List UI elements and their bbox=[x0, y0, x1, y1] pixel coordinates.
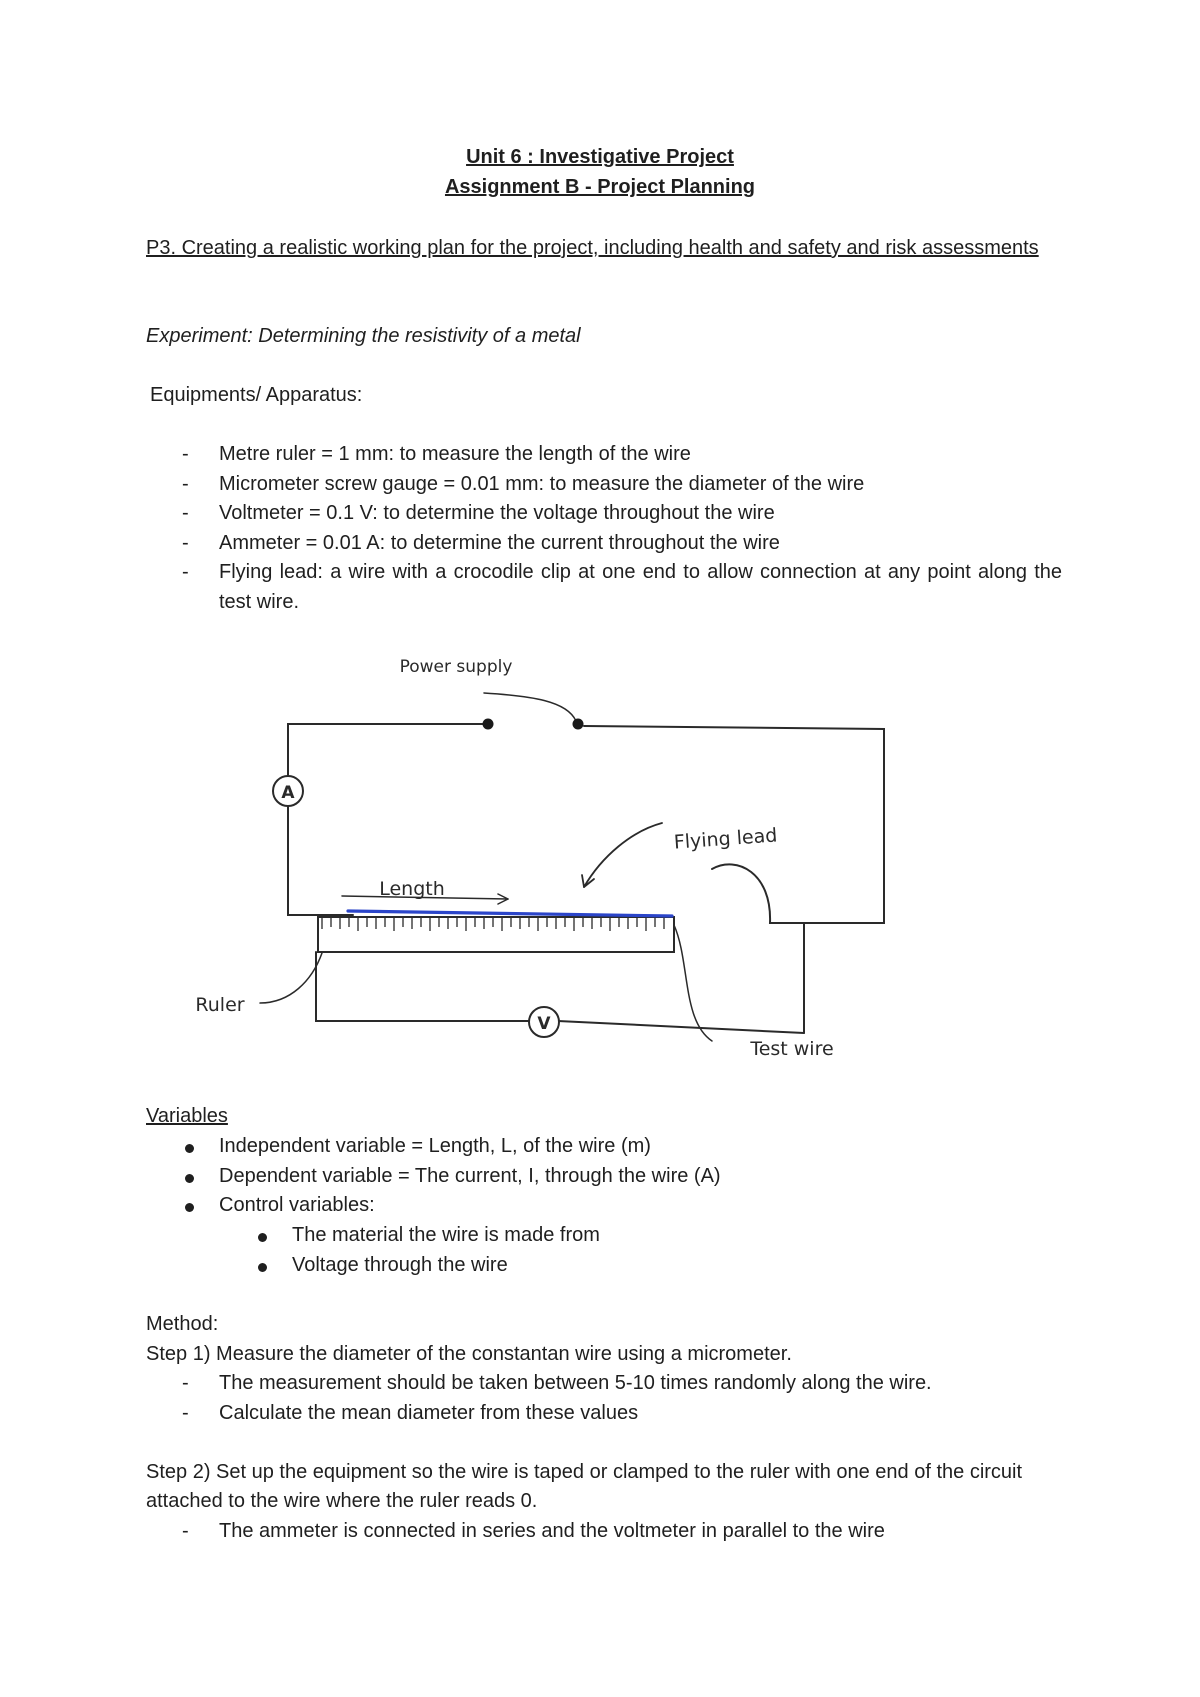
list-item: Control variables: bbox=[146, 1191, 1062, 1221]
ammeter-label: A bbox=[281, 783, 295, 803]
flying-lead-arrow bbox=[584, 823, 662, 887]
list-item: - The ammeter is connected in series and the voltmeter in parallel to the wire bbox=[146, 1517, 1062, 1547]
length-label: Length bbox=[379, 878, 445, 900]
ruler-label: Ruler bbox=[195, 994, 245, 1016]
test-wire bbox=[348, 911, 672, 916]
bullet-icon bbox=[185, 1203, 194, 1212]
bullet-icon bbox=[185, 1144, 194, 1153]
wire-bottom bbox=[316, 952, 530, 1021]
variables-list bbox=[146, 1132, 1062, 1221]
criterion-heading: P3. Creating a realistic working plan for the project, including health and safety and risk assessments bbox=[146, 237, 1039, 259]
list-item: Voltage through the wire bbox=[219, 1251, 1062, 1281]
power-supply-pointer bbox=[484, 693, 576, 721]
dash-marker: - bbox=[182, 472, 189, 495]
method-step-1: Step 1) Measure the diameter of the constantan wire using a micrometer. bbox=[146, 1343, 792, 1365]
list-item: - The measurement should be taken between 5-10 times randomly along the wire. bbox=[146, 1369, 1062, 1399]
dash-marker: - bbox=[182, 1401, 189, 1424]
circuit-diagram bbox=[172, 641, 958, 1081]
method-step-2: Step 2) Set up the equipment so the wire is taped or clamped to the ruler with one end of the circuit attached to the wire where the ruler reads 0. bbox=[146, 1461, 1023, 1512]
ruler-pointer bbox=[260, 953, 322, 1003]
dash-marker: - bbox=[182, 502, 189, 524]
bullet-icon bbox=[258, 1233, 267, 1242]
ruler-ticks bbox=[322, 918, 664, 931]
flying-lead-label: Flying lead bbox=[673, 824, 778, 854]
ruler bbox=[318, 917, 674, 952]
dash-marker: - bbox=[182, 1372, 189, 1394]
power-terminal-left bbox=[483, 719, 494, 730]
power-terminal-right bbox=[573, 719, 584, 730]
equipment-heading: Equipments/ Apparatus: bbox=[150, 384, 363, 406]
experiment-title: Experiment: Determining the resistivity of a metal bbox=[146, 325, 581, 347]
method-heading: Method: bbox=[146, 1313, 219, 1335]
test-wire-pointer bbox=[674, 925, 712, 1041]
dash-marker: - bbox=[182, 531, 189, 554]
title-assignment: Assignment B - Project Planning bbox=[444, 176, 756, 198]
test-wire-label: Test wire bbox=[750, 1038, 834, 1060]
list-item: - Ammeter = 0.01 A: to determine the current throughout the wire bbox=[146, 529, 1062, 559]
equipment-list bbox=[146, 440, 1062, 617]
list-item: Independent variable = Length, L, of the wire (m) bbox=[146, 1132, 1062, 1162]
wire-top-right bbox=[584, 726, 884, 923]
list-item: - Calculate the mean diameter from these values bbox=[146, 1399, 1062, 1429]
wire-right-down bbox=[770, 923, 804, 1033]
bullet-icon bbox=[185, 1174, 194, 1183]
list-item: Dependent variable = The current, I, through the wire (A) bbox=[146, 1162, 1062, 1192]
power-supply-label: Power supply bbox=[399, 657, 513, 677]
wire-bottom-right bbox=[558, 1021, 804, 1033]
list-item: The material the wire is made from bbox=[219, 1221, 1062, 1251]
list-item: - Flying lead: a wire with a crocodile clip at one end to allow connection at any point along the test wire. bbox=[146, 558, 1062, 617]
list-item: - Voltmeter = 0.1 V: to determine the voltage throughout the wire bbox=[146, 499, 1062, 529]
step-1-list bbox=[146, 1369, 1062, 1428]
dash-marker: - bbox=[182, 443, 189, 465]
dash-marker: - bbox=[182, 1520, 189, 1542]
voltmeter-label: V bbox=[537, 1014, 551, 1034]
variables-heading: Variables bbox=[146, 1105, 228, 1127]
dash-marker: - bbox=[182, 561, 189, 583]
title-unit: Unit 6 : Investigative Project bbox=[466, 146, 734, 168]
list-item: - Micrometer screw gauge = 0.01 mm: to measure the diameter of the wire bbox=[146, 470, 1062, 500]
control-variables-list bbox=[219, 1221, 1062, 1280]
step-2-list bbox=[146, 1517, 1062, 1547]
bullet-icon bbox=[258, 1263, 267, 1272]
list-item: - Metre ruler = 1 mm: to measure the length of the wire bbox=[146, 440, 1062, 470]
